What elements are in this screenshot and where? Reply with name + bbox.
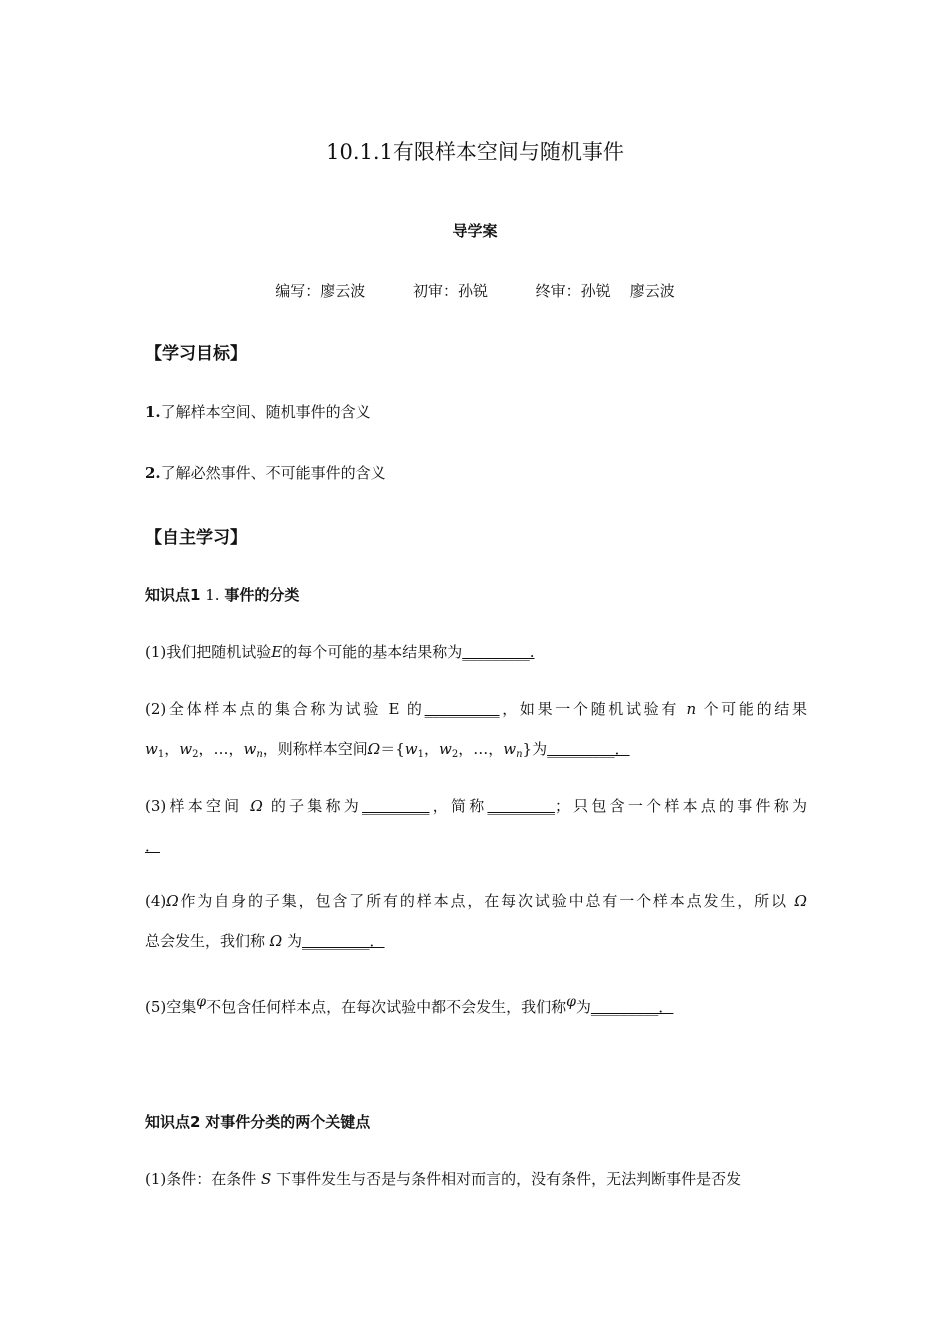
objective-item-1 <box>145 401 807 422</box>
empty-set-symbol: φ <box>566 994 576 1010</box>
omega-symbol: Ω <box>166 892 179 910</box>
fill-blank[interactable]: __________ <box>424 700 500 718</box>
kp1-paragraph-3-line-2 <box>145 835 807 856</box>
section-heading-objectives: 【学习目标】 <box>145 344 247 364</box>
document-subtitle: 导学案 <box>452 222 498 240</box>
text: 作为自身的子集，包含了所有的样本点，在每次试验中总有一个样本点发生，所以 <box>178 892 788 910</box>
text: ；只包含一个样本点的事件称为 <box>554 797 807 815</box>
fill-blank[interactable]: _________ <box>362 797 430 815</box>
empty-set-symbol: φ <box>196 994 207 1010</box>
text: (2)全体样本点的集合称为试验 E 的 <box>145 700 425 718</box>
omega-symbol: Ω <box>250 797 263 815</box>
kp-label: 知识点1 <box>145 586 201 604</box>
omega-symbol: Ω <box>794 892 807 910</box>
kp1-paragraph-4-line-1: (4)Ω作为自身的子集，包含了所有的样本点，在每次试验中总有一个样本点发生，所以 Ω <box>145 892 807 910</box>
kp-title: 事件的分类 <box>224 586 300 604</box>
variable-n: n <box>686 700 697 718</box>
fill-blank[interactable]: _________ <box>487 797 555 815</box>
objective-item-2 <box>145 462 807 483</box>
omega-symbol: Ω <box>269 932 283 950</box>
fill-blank[interactable]: _________． <box>547 740 630 758</box>
text: 的每个可能的基本结果称为 <box>282 643 463 661</box>
document-title: 10.1.1有限样本空间与随机事件 <box>326 140 624 164</box>
text: ，如果一个随机试验有 <box>499 700 679 718</box>
kp-title: 对事件分类的两个关键点 <box>205 1113 371 1131</box>
objective-text: 了解必然事件、不可能事件的含义 <box>160 464 386 482</box>
text: 总会发生，我们称 <box>145 932 266 950</box>
objective-number: 2. <box>145 464 161 482</box>
text: ，简称 <box>429 797 488 815</box>
objective-text: 了解样本空间、随机事件的含义 <box>160 403 371 421</box>
text: (5)空集 <box>145 998 197 1016</box>
text: (1)我们把随机试验 <box>145 643 272 661</box>
kp1-paragraph-2-line-2: $w_1$，$w_2$，…，$w_n$，则称样本空间$\Omega=\{w_1$，$w_2$，…，$w_n$}为_________． <box>145 740 630 760</box>
kp1-paragraph-3-line-1 <box>145 795 807 816</box>
variable-e: E <box>271 643 283 661</box>
text: }为 <box>522 740 548 758</box>
text: 为 <box>575 998 591 1016</box>
fill-blank[interactable]: _________. <box>462 643 535 661</box>
authors-line: 编写：廖云波 初审：孙锐 终审：孙锐 廖云波 <box>275 282 675 300</box>
kp1-paragraph-5 <box>145 994 807 1017</box>
variable-s: S <box>261 1170 272 1188</box>
text: 的子集称为 <box>270 797 362 815</box>
fill-blank[interactable]: _________． <box>302 932 385 950</box>
text: 下事件发生与否是与条件相对而言的，没有条件，无法判断事件是否发 <box>276 1170 742 1188</box>
text: (1)条件：在条件 <box>145 1170 257 1188</box>
objective-number: 1. <box>145 403 161 421</box>
knowledge-point-1-heading <box>145 584 807 605</box>
section-heading-self-study: 【自主学习】 <box>145 528 247 548</box>
text: 个可能的结果 <box>703 700 807 718</box>
kp-number: 1. <box>205 586 220 604</box>
text: 为 <box>287 932 303 950</box>
text: ，则称样本空间 <box>262 740 368 758</box>
kp1-paragraph-4-line-2 <box>145 930 807 951</box>
knowledge-point-2-heading <box>145 1111 807 1132</box>
fill-blank[interactable]: _________． <box>590 998 674 1016</box>
kp1-paragraph-2-line-1 <box>145 698 807 719</box>
text: (3)样本空间 <box>145 797 243 815</box>
fill-blank[interactable]: ． <box>145 837 161 855</box>
kp2-paragraph-1 <box>145 1168 807 1189</box>
kp1-paragraph-1 <box>145 641 807 662</box>
text: 不包含任何样本点，在每次试验中都不会发生，我们称 <box>206 998 567 1016</box>
omega-symbol: Ω <box>367 740 381 758</box>
text: ＝{ <box>380 740 405 758</box>
kp-label: 知识点2 <box>145 1113 201 1131</box>
